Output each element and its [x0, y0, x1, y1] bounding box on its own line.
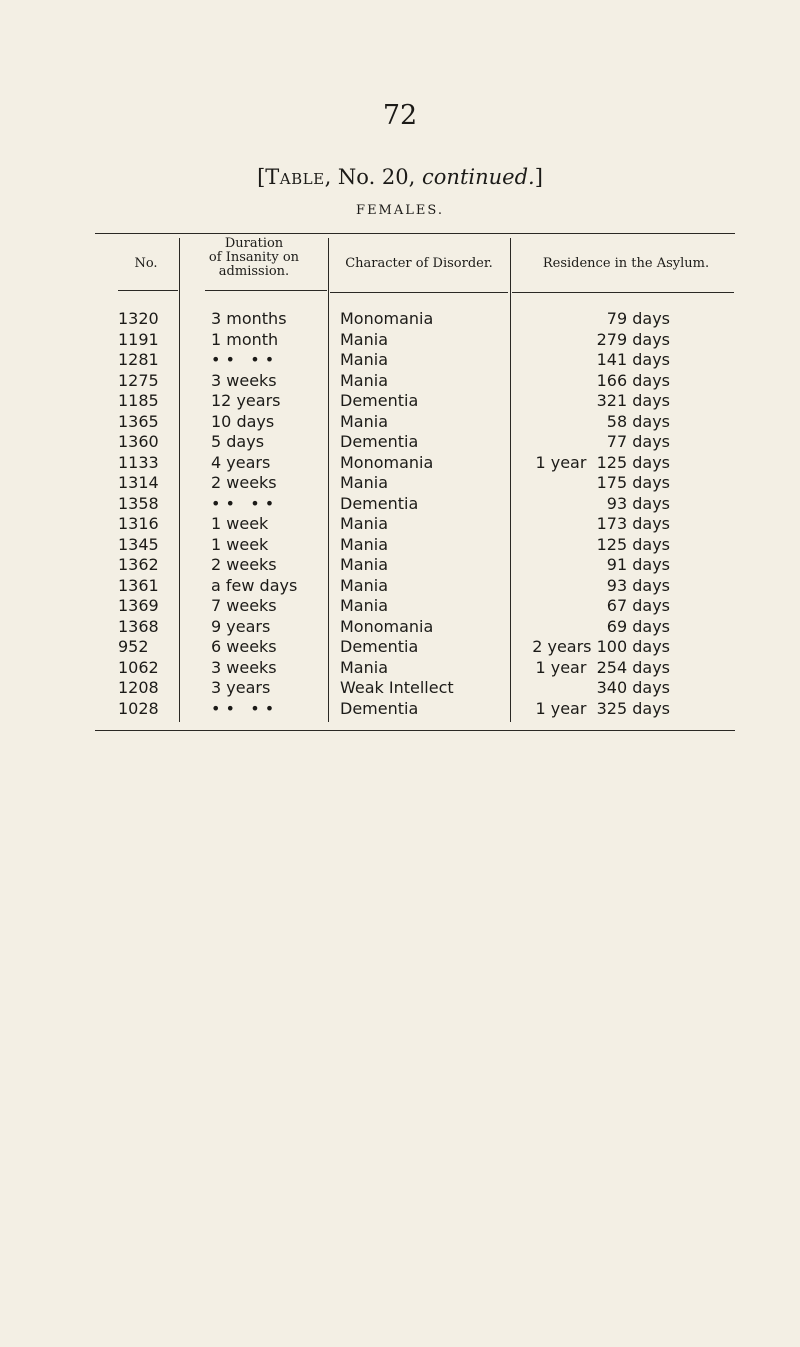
- row-duration: 6 weeks: [211, 637, 277, 656]
- table-row: [0, 595, 800, 617]
- row-number: 1028: [118, 698, 159, 718]
- row-duration: 3 months: [211, 309, 287, 328]
- row-duration: 3 years: [211, 678, 271, 697]
- row-character: Mania: [340, 473, 388, 492]
- row-duration: 1 week: [211, 534, 269, 554]
- row-number: 1316: [118, 514, 159, 533]
- table-bottom-rule: [95, 730, 735, 731]
- row-number: 1275: [118, 370, 159, 390]
- header-character: Character of Disorder.: [345, 256, 493, 271]
- table-row: [0, 452, 800, 474]
- header-duration-line-3: admission.: [218, 264, 290, 279]
- row-character: Dementia: [340, 493, 419, 513]
- table-row: [0, 657, 800, 679]
- row-number: 1191: [118, 329, 159, 349]
- caption-table-word: Table: [265, 165, 325, 189]
- table-row: [0, 698, 800, 720]
- row-residence: 69 days: [606, 616, 670, 636]
- row-duration: 4 years: [211, 452, 271, 472]
- page-number: 72: [382, 100, 418, 131]
- table-row: [0, 575, 800, 597]
- row-duration: 9 years: [211, 616, 271, 636]
- row-character: Mania: [340, 596, 388, 615]
- row-residence: 58 days: [606, 411, 670, 431]
- table-row: [0, 329, 800, 351]
- row-residence: 79 days: [606, 309, 670, 328]
- row-residence: 141 days: [596, 350, 670, 369]
- row-residence: 93 days: [606, 575, 670, 595]
- row-number: 1360: [118, 432, 159, 451]
- row-duration: 1 month: [211, 329, 279, 349]
- table-row: [0, 616, 800, 638]
- row-number: 1314: [118, 473, 159, 492]
- row-character: Dementia: [340, 391, 419, 410]
- row-duration: 3 weeks: [211, 370, 277, 390]
- row-duration: 12 years: [211, 391, 281, 410]
- row-residence: 321 days: [596, 391, 670, 410]
- row-character: Mania: [340, 555, 388, 574]
- table-row: [0, 677, 800, 699]
- row-residence: 67 days: [606, 596, 670, 615]
- row-duration: 10 days: [211, 411, 275, 431]
- row-number: 1208: [118, 678, 159, 697]
- row-number: 1365: [118, 411, 159, 431]
- row-number: 1368: [118, 616, 159, 636]
- row-duration: • • • •: [211, 698, 275, 718]
- row-residence: 340 days: [596, 678, 670, 697]
- header-no: No.: [134, 256, 158, 271]
- row-character: Dementia: [340, 637, 419, 656]
- row-character: Mania: [340, 657, 388, 677]
- row-number: 1185: [118, 391, 159, 410]
- table-row: [0, 636, 800, 658]
- row-character: Mania: [340, 534, 388, 554]
- row-duration: a few days: [211, 575, 298, 595]
- row-number: 1358: [118, 493, 159, 513]
- table-caption: [0, 165, 800, 189]
- header-bottom-rule-3: [330, 292, 508, 293]
- row-character: Monomania: [340, 616, 434, 636]
- row-duration: • • • •: [211, 350, 275, 369]
- row-duration: 3 weeks: [211, 657, 277, 677]
- table-row: [0, 431, 800, 453]
- header-bottom-rule-1: [118, 290, 178, 291]
- row-character: Mania: [340, 370, 388, 390]
- row-residence: 166 days: [596, 370, 670, 390]
- row-number: 1320: [118, 309, 159, 328]
- row-residence: 2 years 100 days: [532, 637, 670, 656]
- row-character: Monomania: [340, 452, 434, 472]
- row-number: 1362: [118, 555, 159, 574]
- row-character: Mania: [340, 411, 388, 431]
- row-number: 1369: [118, 596, 159, 615]
- row-character: Mania: [340, 575, 388, 595]
- row-number: 1281: [118, 350, 159, 369]
- row-residence: 1 year 325 days: [535, 698, 670, 718]
- header-duration-line-1: Duration: [224, 236, 284, 251]
- row-residence: 77 days: [606, 432, 670, 451]
- header-residence: Residence in the Asylum.: [542, 256, 710, 271]
- table-row: [0, 390, 800, 412]
- row-residence: 91 days: [606, 555, 670, 574]
- caption-open-bracket: [: [257, 165, 266, 189]
- table-row: [0, 534, 800, 556]
- table-top-rule: [95, 233, 735, 234]
- row-residence: 173 days: [596, 514, 670, 533]
- table-row: [0, 411, 800, 433]
- row-duration: 2 weeks: [211, 473, 277, 492]
- row-residence: 1 year 254 days: [535, 657, 670, 677]
- row-residence: 279 days: [596, 329, 670, 349]
- header-bottom-rule-4: [512, 292, 734, 293]
- row-number: 952: [118, 637, 149, 656]
- row-number: 1345: [118, 534, 159, 554]
- row-duration: • • • •: [211, 493, 275, 513]
- row-duration: 2 weeks: [211, 555, 277, 574]
- row-character: Dementia: [340, 698, 419, 718]
- row-duration: 1 week: [211, 514, 269, 533]
- row-residence: 93 days: [606, 493, 670, 513]
- caption-close-bracket: ]: [534, 165, 543, 189]
- table-row: [0, 554, 800, 576]
- row-number: 1062: [118, 657, 159, 677]
- row-character: Dementia: [340, 432, 419, 451]
- header-bottom-rule-2: [205, 290, 327, 291]
- row-character: Mania: [340, 350, 388, 369]
- table-row: [0, 513, 800, 535]
- row-number: 1133: [118, 452, 159, 472]
- caption-number: , No. 20,: [324, 165, 416, 189]
- table-row: [0, 472, 800, 494]
- row-number: 1361: [118, 575, 159, 595]
- section-title: FEMALES.: [356, 203, 444, 218]
- table-row: [0, 308, 800, 330]
- row-character: Weak Intellect: [340, 678, 454, 697]
- table-row: [0, 349, 800, 371]
- row-residence: 125 days: [596, 534, 670, 554]
- table-row: [0, 493, 800, 515]
- row-residence: 175 days: [596, 473, 670, 492]
- table-row: [0, 370, 800, 392]
- row-duration: 7 weeks: [211, 596, 277, 615]
- header-duration-line-2: of Insanity on: [208, 250, 300, 265]
- row-character: Monomania: [340, 309, 434, 328]
- header-duration: [182, 237, 326, 279]
- row-character: Mania: [340, 514, 388, 533]
- row-duration: 5 days: [211, 432, 265, 451]
- caption-continued: continued.: [422, 165, 535, 189]
- row-residence: 1 year 125 days: [535, 452, 670, 472]
- row-character: Mania: [340, 329, 388, 349]
